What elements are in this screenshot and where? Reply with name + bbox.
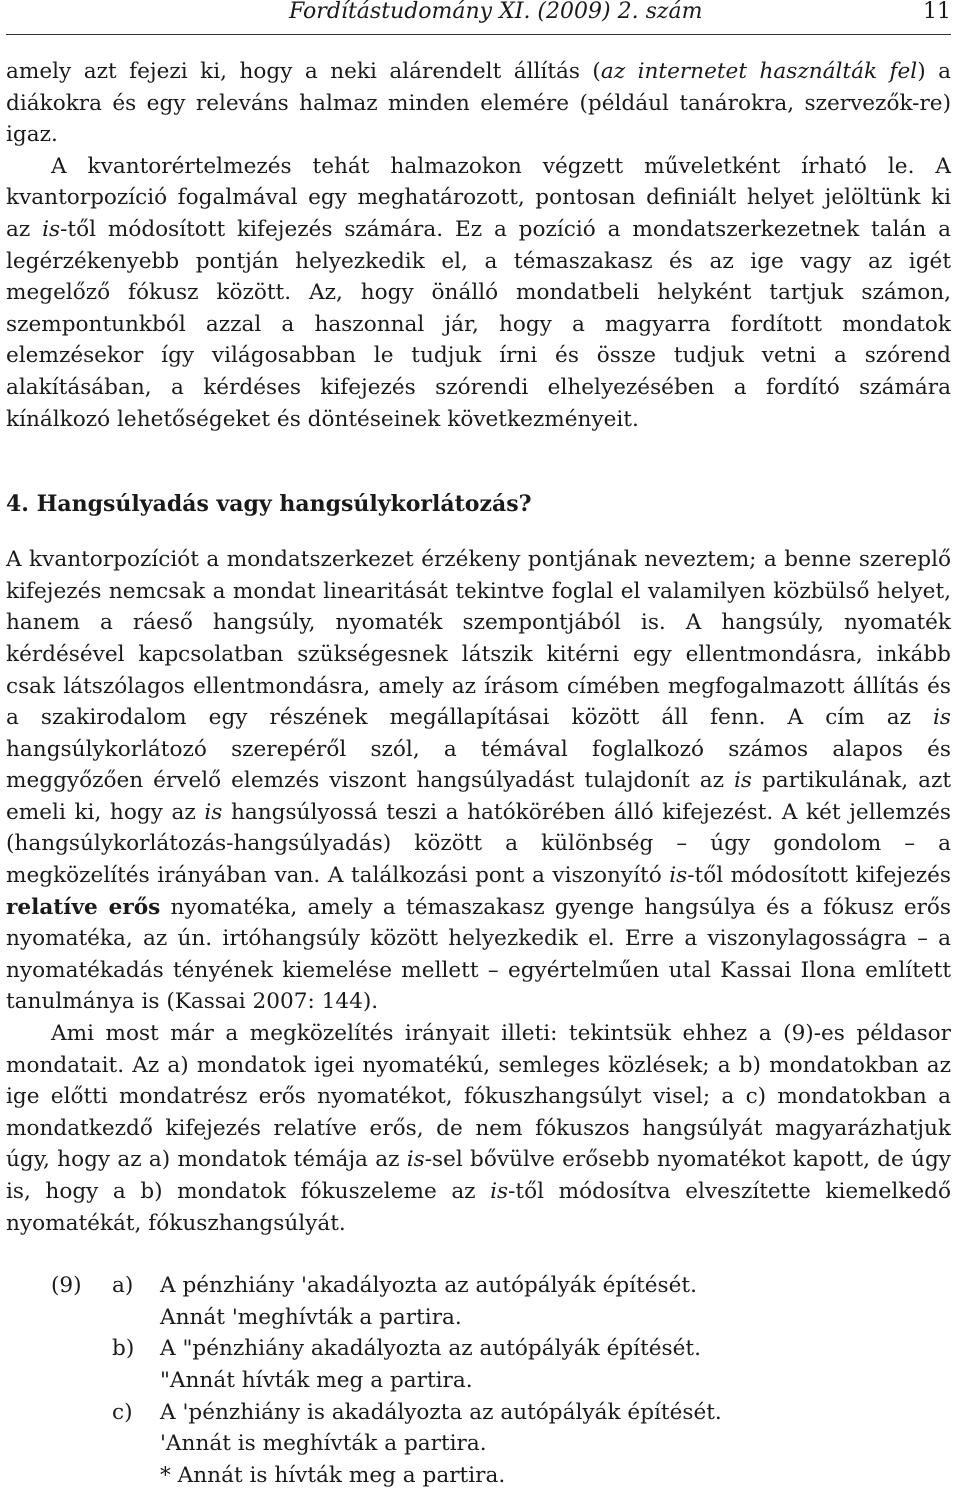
- example-number: (9): [51, 1273, 82, 1299]
- paragraph-1: [6, 56, 951, 151]
- paragraph-3: [6, 544, 951, 1018]
- example-letter-c: c): [112, 1399, 133, 1425]
- paragraph-4-text-1: Ami most már a megközelítés irányait illeti: tekintsük ehhez a (9)-es példasor mondatait. Az a) mondatok igei nyomatékú, semleges közlések; a b) mondatokban az ige előtti mondatrész erős nyomatékot, fókuszhangsúlyt visel; a c) mondatokban a mondatkezdő kifejezés relatíve erős, de nem fókuszos hangsúlyát magyarázhatjuk úgy, hogy az a) mondatok témája az: [6, 1021, 951, 1173]
- header-rule: [6, 34, 951, 35]
- example-block: [6, 1270, 951, 1491]
- example-sentence: A 'pénzhiány is akadályozta az autópályák építését.: [160, 1399, 722, 1425]
- paragraph-3-text-1: A kvantorpozíciót a mondatszerkezet érzékeny pontjának neveztem; a benne szereplő kifejezés nemcsak a mondat linearitását tekintve foglal el valamilyen közbülső helyet, hanem a ráeső hangsúly, nyomaték szempontjából is. A hangsúly, nyomaték kérdésével kapcsolatban szükségesnek látszik kitérni egy ellentmondásra, inkább csak látszólagos ellentmondásra, amely az írásom címében megfogalmazott állítás és a szakirodalom egy részének megállapításai között áll fenn. A cím az: [6, 547, 951, 731]
- example-sentence: A pénzhiány 'akadályozta az autópályák építését.: [160, 1273, 697, 1299]
- paragraph-1-italic-example: az internetet használták fel: [600, 59, 918, 84]
- paragraph-2-text-2: -től módosított kifejezés számára. Ez a pozíció a mondatszerkezetnek talán a legérzékenyebb pontján helyezkedik el, a témaszakasz és az ige vagy az igét megelőző fókusz között. Az, hogy önálló mondatbeli helyként tartjuk számon, szempontunkból azzal a haszonnal jár, hogy a magyarra fordított mondatok elemzésekor így világosabban le tudjuk írni és össze tudjuk vetni a szórend alakításában, a kérdéses kifejezés szórendi elhelyezésében a fordító számára kínálkozó lehetőségeket és döntéseinek következményeit.: [6, 216, 951, 432]
- example-line: [6, 1428, 951, 1460]
- example-sentence: "Annát hívták meg a partira.: [160, 1367, 473, 1393]
- example-sentence: A "pénzhiány akadályozta az autópályák építését.: [160, 1336, 701, 1362]
- paragraph-2-italic-is: is: [42, 216, 61, 242]
- paragraph-3-text-2: hangsúlykorlátozó szerepéről szól, a témával foglalkozó számos alapos és meggyőzően érvelő elemzés viszont hangsúlyadást tulajdonít az: [6, 736, 951, 794]
- example-sentence: Annát 'meghívták a partira.: [160, 1304, 462, 1330]
- paragraph-3-text-6: nyomatéka, amely a témaszakasz gyenge hangsúlya és a fókusz erős nyomatéka, az ún. irtóhangsúly között helyezkedik el. Erre a viszonylagosságra – a nyomatékadás tényének kiemelése mellett – egyértelműen utal Kassai Ilona említett tanulmánya is (Kassai 2007: 144).: [6, 894, 952, 1015]
- example-line: [6, 1270, 951, 1302]
- example-sentence: 'Annát is meghívták a partira.: [160, 1431, 487, 1457]
- paragraph-4-italic-is-2: is: [490, 1179, 509, 1204]
- journal-title: Fordítástudomány XI. (2009) 2. szám: [289, 0, 703, 24]
- paragraph-3-italic-is-4: is: [669, 863, 688, 889]
- example-line: [6, 1302, 951, 1334]
- example-line: [6, 1333, 951, 1365]
- example-letter-a: a): [112, 1273, 134, 1299]
- paragraph-4-italic-is-1: is: [406, 1147, 425, 1173]
- page-number: 11: [923, 0, 951, 24]
- example-line: [6, 1365, 951, 1397]
- section-heading: 4. Hangsúlyadás vagy hangsúlykorlátozás?: [6, 491, 532, 518]
- example-line: [6, 1397, 951, 1429]
- paragraph-1-text-2: ) a diákokra és egy releváns halmaz minden elemére (például tanárokra, szervezők-re) igaz.: [6, 59, 951, 148]
- paragraph-3-italic-is-3: is: [204, 799, 223, 825]
- paragraph-3-italic-is-2: is: [733, 768, 752, 794]
- paragraph-4-text-3: -től módosítva elveszítette kiemelkedő nyomatékát, fókuszhangsúlyát.: [6, 1179, 951, 1236]
- example-letter-b: b): [112, 1336, 135, 1362]
- paragraph-3-text-5: -től módosított kifejezés: [687, 863, 951, 889]
- paragraph-3-bold-phrase: relatíve erős: [6, 894, 161, 920]
- paragraph-2-text-1: A kvantorértelmezés tehát halmazokon végzett műveletként írható le. A kvantorpozíció fogalmával egy meghatározott, pontosan definiált helyet jelöltünk ki az: [6, 153, 951, 242]
- running-head: [6, 0, 951, 28]
- example-line: [6, 1460, 951, 1491]
- paragraph-3-text-3: partikulának, azt emeli ki, hogy az: [6, 768, 952, 825]
- paragraph-2: [6, 151, 951, 435]
- paragraph-4: [6, 1018, 951, 1239]
- paragraph-3-text-4: hangsúlyossá teszi a hatókörében álló kifejezést. A két jellemzés (hangsúlykorlátozás-hangsúlyadás) között a különbség – úgy gondolom – a megközelítés irányában van. A találkozási pont a viszonyító: [6, 799, 951, 889]
- paragraph-1-text-1: amely azt fejezi ki, hogy a neki alárendelt állítás (: [6, 59, 601, 84]
- paragraph-4-text-2: -sel bővülve erősebb nyomatékot kapott, de úgy is, hogy a b) mondatok fókuszeleme az: [6, 1147, 951, 1204]
- example-sentence-ungrammatical: * Annát is hívták meg a partira.: [160, 1462, 506, 1488]
- paragraph-3-italic-is-1: is: [933, 705, 951, 731]
